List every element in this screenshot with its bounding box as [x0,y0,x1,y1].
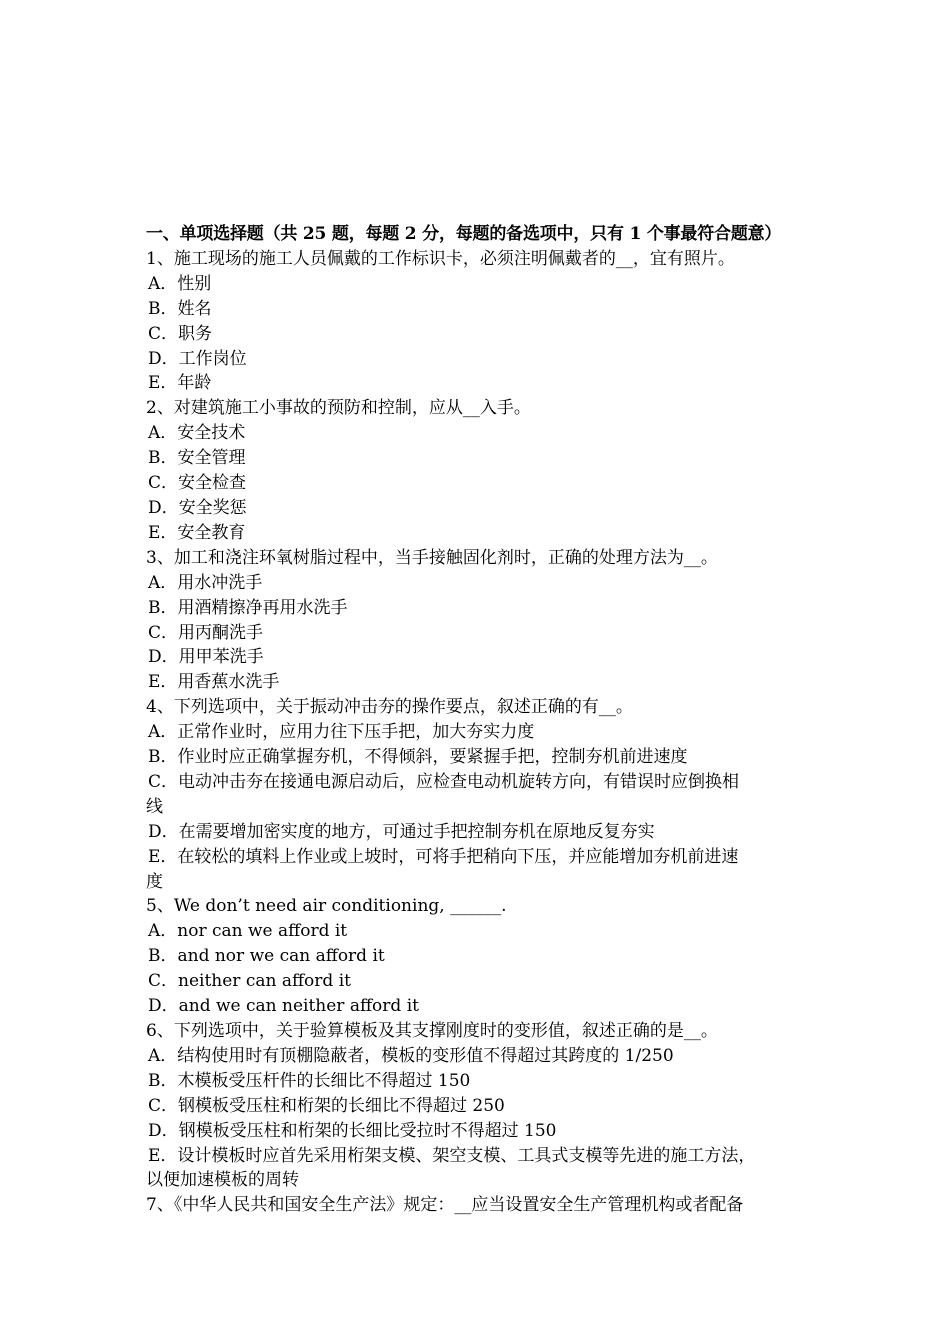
question-4-option-d: D．在需要增加密实度的地方，可通过手把控制夯机在原地反复夯实 [148,821,655,842]
question-1-stem: 1、施工现场的施工人员佩戴的工作标识卡，必须注明佩戴者的__，宜有照片。 [146,248,735,269]
question-3-option-c: C．用丙酮洗手 [148,622,264,643]
question-2-option-b: B．安全管理 [148,448,246,469]
question-4-option-e-continuation: 度 [146,871,163,892]
question-2-option-d: D．安全奖惩 [148,497,247,518]
question-6-option-d: D．钢模板受压柱和桁架的长细比受拉时不得超过 150 [148,1120,557,1141]
question-1-option-a: A．性别 [148,273,212,294]
question-5-option-b: B．and nor we can afford it [148,946,385,967]
question-3-option-b: B．用酒精擦净再用水洗手 [148,597,348,618]
exam-content [146,222,810,1218]
question-3-option-e: E．用香蕉水洗手 [148,672,280,693]
question-6-option-b: B．木模板受压杆件的长细比不得超过 150 [148,1070,471,1091]
question-6-option-e-continuation: 以便加速模板的周转 [146,1170,299,1191]
question-2-option-e: E．安全教育 [148,522,246,543]
question-2-option-c: C．安全检查 [148,473,247,494]
question-5-option-d: D．and we can neither afford it [148,996,419,1017]
question-3-option-a: A．用水冲洗手 [148,572,263,593]
question-1-option-b: B．姓名 [148,298,212,319]
question-5-option-a: A．nor can we afford it [148,921,348,942]
question-4-stem: 4、下列选项中，关于振动冲击夯的操作要点，叙述正确的有__。 [146,697,633,718]
question-4-option-c: C．电动冲击夯在接通电源启动后，应检查电动机旋转方向，有错误时应倒换相 [148,771,740,792]
question-3-stem: 3、加工和浇注环氧树脂过程中，当手接触固化剂时，正确的处理方法为__。 [146,547,718,568]
question-1-option-e: E．年龄 [148,373,212,394]
question-2-stem: 2、对建筑施工小事故的预防和控制，应从__入手。 [146,398,531,419]
question-4-option-b: B．作业时应正确掌握夯机，不得倾斜，要紧握手把，控制夯机前进速度 [148,747,688,768]
question-6-option-a: A．结构使用时有顶棚隐蔽者，模板的变形值不得超过其跨度的 1/250 [148,1045,674,1066]
question-6-stem: 6、下列选项中，关于验算模板及其支撑刚度时的变形值，叙述正确的是__。 [146,1021,718,1041]
question-3-option-d: D．用甲苯洗手 [148,647,264,668]
question-1-option-c: C．职务 [148,323,213,344]
question-4-option-e: E．在较松的填料上作业或上坡时，可将手把稍向下压，并应能增加夯机前进速 [148,846,739,867]
question-6-option-e: E．设计模板时应首先采用桁架支模、架空支模、工具式支模等先进的施工方法， [148,1145,756,1166]
question-1-option-d: D．工作岗位 [148,348,247,369]
question-4-option-c-continuation: 线 [146,796,163,817]
section-heading: 一、单项选择题（共 25 题，每题 2 分，每题的备选项中，只有 1 个事最符合题意） [146,224,782,244]
question-7-stem: 7、《中华人民共和国安全生产法》规定：__应当设置安全生产管理机构或者配备 [146,1195,744,1216]
question-4-option-a: A．正常作业时，应用力往下压手把，加大夯实力度 [148,722,535,743]
question-2-option-a: A．安全技术 [148,423,246,444]
question-6-option-c: C．钢模板受压柱和桁架的长细比不得超过 250 [148,1095,505,1116]
question-5-stem: 5、We don’t need air conditioning, ______. [146,896,507,917]
question-5-option-c: C．neither can afford it [148,971,351,992]
